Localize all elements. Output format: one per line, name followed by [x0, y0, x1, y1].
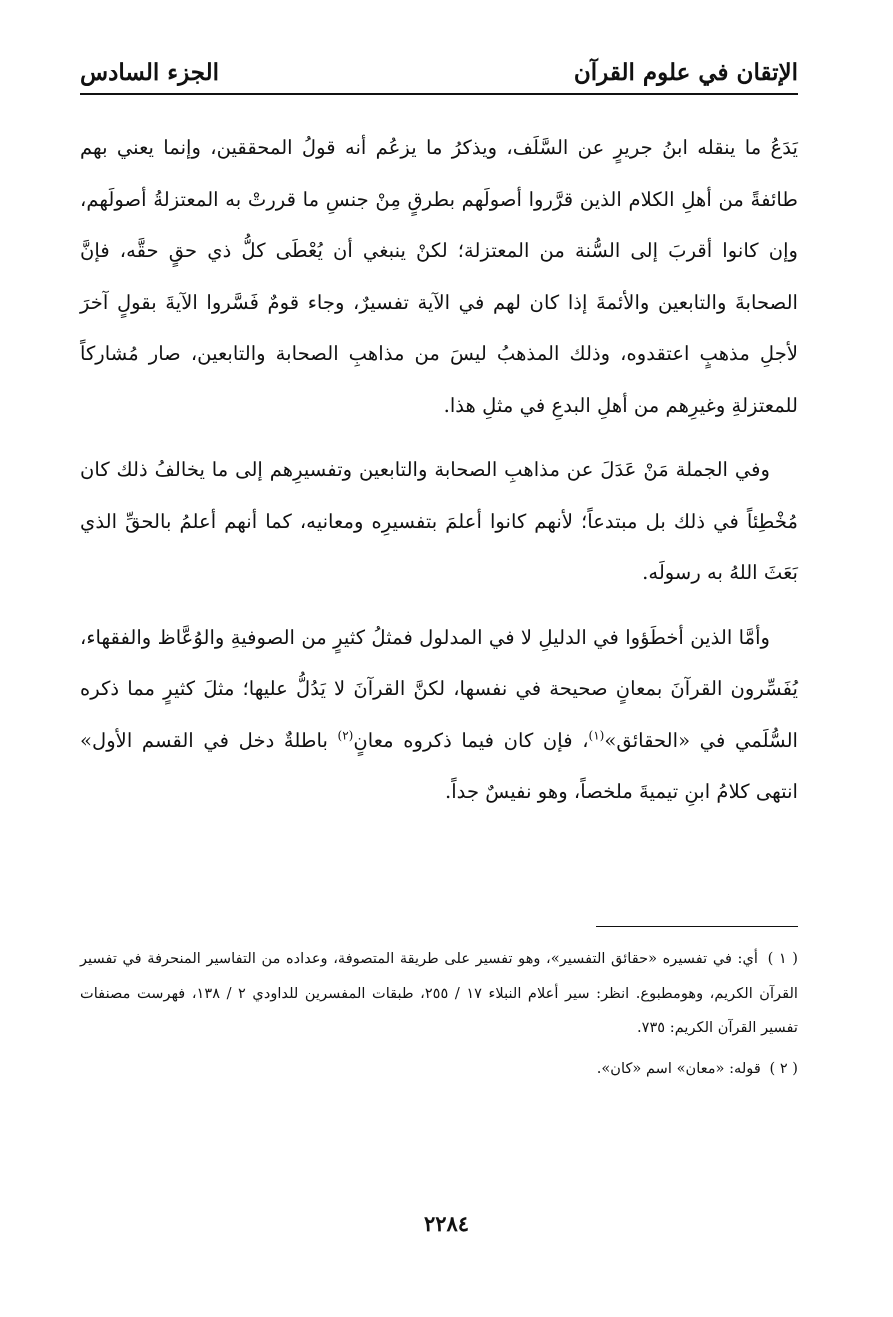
footnote-1: [80, 942, 798, 1046]
page-number: ٢٢٨٤: [423, 1211, 470, 1236]
footnote-divider: [596, 926, 798, 927]
paragraph-2: وفي الجملة مَنْ عَدَلَ عن مذاهبِ الصحابة والتابعين وتفسيرِهم إلى ما يخالفُ ذلك كان مُخْطِئاً في ذلك بل مبتدعاً؛ لأنهم كانوا أعلمَ بتفسيرِه ومعانيه، كما أنهم أعلمُ بالحقِّ الذي بَعَثَ اللهُ به رسولَه.: [80, 458, 798, 584]
paragraph-3: [80, 612, 798, 818]
header-divider: [80, 93, 798, 95]
footnote-number: ( ٢ ): [769, 1059, 798, 1077]
footnotes: [80, 942, 798, 1092]
main-text: [80, 122, 798, 831]
paragraph-3-text-a: وأمَّا الذين أخطَؤوا في الدليلِ لا في المدلول فمثلُ كثيرٍ من الصوفيةِ والوُعَّاظ والفقهاء، يُفَسِّرون القرآنَ بمعانٍ صحيحة في نفسها، لكنَّ القرآنَ لا يَدُلُّ عليها؛ مثلَ كثيرٍ مما ذكره السُّلَمي في «الحقائق»: [80, 625, 798, 752]
footnote-text: أي: في تفسيره «حقائق التفسير»، وهو تفسير على طريقة المتصوفة، وعداده من التفاسير المنحرفة في تفسير القرآن الكريم، وهومطبوع. انظر: سير أعلام النبلاء ١٧ / ٢٥٥، طبقات المفسرين للداودي ٢ / ١٣٨، فهرست مصنفات تفسير القرآن الكريم: ٧٣٥.: [80, 950, 798, 1036]
part-label: الجزء السادس: [80, 58, 219, 86]
running-header: [80, 52, 798, 92]
paragraph-3-text-c: باطلةٌ دخل في القسم الأول» انتهى كلامُ ابنِ تيميةَ ملخصاً، وهو نفيسٌ جداً.: [80, 728, 798, 803]
footnote-ref-1: (١): [588, 727, 605, 742]
paragraph-3-text-b: ، فإن كان فيما ذكروه معانٍ: [353, 728, 589, 752]
footnote-number: ( ١ ): [767, 950, 798, 967]
footnote-ref-2: (٢): [337, 727, 354, 742]
book-title: الإتقان في علوم القرآن: [573, 58, 798, 86]
footnote-2: [80, 1052, 798, 1087]
paragraph-1: يَدَعُ ما ينقله ابنُ جريرٍ عن السَّلَف، ويذكرُ ما يزعُم أنه قولُ المحققين، وإنما يعني بهم طائفةً من أهلِ الكلام الذين قرَّروا أصولَهم بطرقٍ مِنْ جنسِ ما قررتْ به المعتزلةُ أصولَهم، وإن كانوا أقربَ إلى السُّنة من المعتزلة؛ لكنْ ينبغي أن يُعْطَى كلُّ ذي حقٍ حقَّه، فإنَّ الصحابةَ والتابعين والأئمةَ إذا كان لهم في الآية تفسيرٌ، وجاء قومٌ فَسَّروا الآيةَ بقولٍ آخرَ لأجلِ مذهبٍ اعتقدوه، وذلك المذهبُ ليسَ من مذاهبِ الصحابة والتابعين، صار مُشاركاً للمعتزلةِ وغيرِهم من أهلِ البدعِ في مثلِ هذا.: [80, 136, 798, 417]
footnote-text: قوله: «معان» اسم «كان».: [596, 1059, 761, 1077]
